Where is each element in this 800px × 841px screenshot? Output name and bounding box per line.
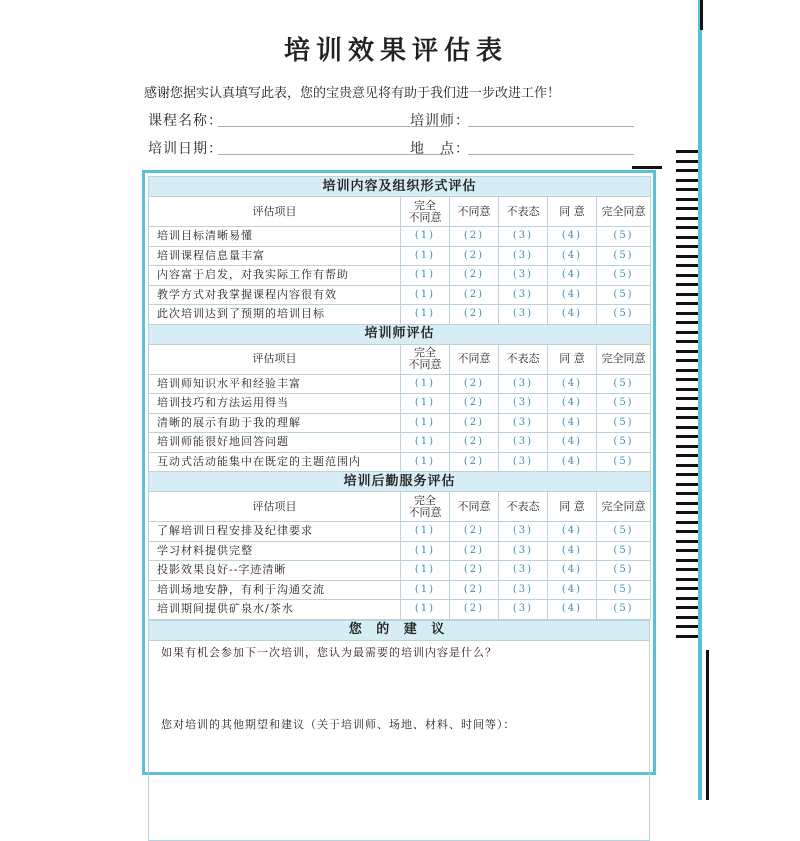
rating-option[interactable]: (5) (597, 522, 651, 542)
table-row (149, 394, 651, 414)
timing-mark (676, 559, 698, 562)
rating-option[interactable]: (3) (499, 600, 548, 620)
evaluation-item: 清晰的展示有助于我的理解 (149, 413, 401, 433)
timing-bar (706, 650, 709, 800)
rating-option[interactable]: (2) (450, 374, 499, 394)
timing-mark (676, 454, 698, 457)
column-header-agree: 同 意 (548, 197, 597, 227)
column-header-strongly-agree: 完全同意 (597, 197, 651, 227)
rating-option[interactable]: (2) (450, 433, 499, 453)
table-row (149, 374, 651, 394)
section-title: 培训师评估 (149, 324, 651, 344)
evaluation-item: 学习材料提供完整 (149, 541, 401, 561)
timing-mark (676, 606, 698, 609)
column-header-item: 评估项目 (149, 344, 401, 374)
timing-mark (676, 549, 698, 552)
table-row (149, 413, 651, 433)
timing-mark (676, 198, 698, 201)
rating-option[interactable]: (4) (548, 266, 597, 286)
rating-option[interactable]: (5) (597, 541, 651, 561)
timing-mark (676, 236, 698, 239)
rating-option[interactable]: (3) (499, 266, 548, 286)
rating-option[interactable]: (5) (597, 227, 651, 247)
rating-option[interactable]: (2) (450, 561, 499, 581)
trainer-field[interactable] (410, 110, 470, 130)
evaluation-table (148, 176, 651, 620)
column-header-strongly-disagree (401, 197, 450, 227)
table-row (149, 246, 651, 266)
evaluation-item: 了解培训日程安排及纪律要求 (149, 522, 401, 542)
timing-mark (676, 312, 698, 315)
timing-mark (676, 321, 698, 324)
timing-mark (676, 435, 698, 438)
column-header-row (149, 344, 651, 374)
rating-option[interactable]: (4) (548, 452, 597, 472)
timing-mark (676, 179, 698, 182)
rating-option[interactable]: (5) (597, 561, 651, 581)
column-header-row (149, 492, 651, 522)
rating-option[interactable]: (4) (548, 522, 597, 542)
table-row (149, 452, 651, 472)
evaluation-item: 培训课程信息量丰富 (149, 246, 401, 266)
rating-option[interactable]: (5) (597, 285, 651, 305)
timing-mark (676, 426, 698, 429)
rating-option[interactable]: (1) (401, 433, 450, 453)
suggestions-table (148, 620, 650, 841)
rating-option[interactable]: (4) (548, 580, 597, 600)
rating-option[interactable]: (2) (450, 285, 499, 305)
timing-mark (676, 416, 698, 419)
rating-option[interactable]: (1) (401, 413, 450, 433)
rating-option[interactable]: (3) (499, 413, 548, 433)
timing-mark (676, 578, 698, 581)
timing-mark (676, 331, 698, 334)
rating-option[interactable]: (3) (499, 394, 548, 414)
column-header-item: 评估项目 (149, 197, 401, 227)
header-line: 不同意 (408, 505, 442, 519)
column-header-strongly-agree: 完全同意 (597, 344, 651, 374)
header-line: 完全 (414, 346, 436, 359)
timing-mark (676, 635, 698, 638)
rating-option[interactable]: (4) (548, 285, 597, 305)
table-row (149, 305, 651, 325)
suggestion-question-1: 如果有机会参加下一次培训，您认为最需要的培训内容是什么？ (161, 645, 497, 659)
timing-mark (676, 302, 698, 305)
rating-option[interactable]: (4) (548, 374, 597, 394)
rating-option[interactable]: (3) (499, 541, 548, 561)
rating-option[interactable]: (5) (597, 600, 651, 620)
timing-mark (676, 340, 698, 343)
location-field[interactable] (410, 138, 470, 158)
column-header-row (149, 197, 651, 227)
timing-mark (676, 255, 698, 258)
rating-option[interactable]: (2) (450, 413, 499, 433)
rating-option[interactable]: (3) (499, 285, 548, 305)
column-header-neutral: 不表态 (499, 197, 548, 227)
timing-mark (676, 625, 698, 628)
timing-mark (676, 568, 698, 571)
rating-option[interactable]: (3) (499, 433, 548, 453)
rating-option[interactable]: (2) (450, 305, 499, 325)
column-header-item: 评估项目 (149, 492, 401, 522)
rating-option[interactable]: (2) (450, 266, 499, 286)
rating-option[interactable]: (4) (548, 561, 597, 581)
rating-option[interactable]: (1) (401, 374, 450, 394)
location-label: 地 点： (410, 141, 470, 157)
table-row (149, 433, 651, 453)
rating-option[interactable]: (3) (499, 522, 548, 542)
timing-mark (676, 464, 698, 467)
suggestions-area[interactable] (149, 640, 650, 840)
timing-mark (676, 188, 698, 191)
rating-option[interactable]: (4) (548, 413, 597, 433)
rating-option[interactable]: (5) (597, 413, 651, 433)
timing-mark (676, 521, 698, 524)
timing-mark (676, 150, 698, 153)
evaluation-item: 培训技巧和方法运用得当 (149, 394, 401, 414)
rating-option[interactable]: (4) (548, 433, 597, 453)
rating-option[interactable]: (4) (548, 305, 597, 325)
table-row (149, 522, 651, 542)
rating-option[interactable]: (5) (597, 394, 651, 414)
page-title: 培训效果评估表 (283, 36, 508, 66)
table-row (149, 227, 651, 247)
table-row (149, 561, 651, 581)
column-header-disagree: 不同意 (450, 197, 499, 227)
timing-mark (676, 397, 698, 400)
rating-option[interactable]: (1) (401, 394, 450, 414)
rating-option[interactable]: (3) (499, 580, 548, 600)
timing-mark (676, 359, 698, 362)
rating-option[interactable]: (2) (450, 246, 499, 266)
column-header-agree: 同 意 (548, 492, 597, 522)
rating-option[interactable]: (5) (597, 266, 651, 286)
timing-mark (676, 350, 698, 353)
timing-mark (676, 530, 698, 533)
header-line: 完全 (414, 198, 436, 212)
column-header-neutral: 不表态 (499, 344, 548, 374)
timing-mark (676, 217, 698, 220)
course-name-label: 课程名称： (148, 113, 223, 129)
table-row (149, 600, 651, 620)
table-row (149, 266, 651, 286)
timing-mark (676, 293, 698, 296)
timing-mark (676, 226, 698, 229)
timing-mark (676, 483, 698, 486)
rating-option[interactable]: (5) (597, 433, 651, 453)
course-name-field[interactable] (148, 110, 223, 130)
timing-mark (676, 388, 698, 391)
timing-mark (676, 160, 698, 163)
rating-option[interactable]: (5) (597, 374, 651, 394)
rating-option[interactable]: (1) (401, 561, 450, 581)
table-row (149, 285, 651, 305)
page-edge-strip (698, 0, 702, 800)
header-line: 完全 (414, 493, 436, 507)
timing-mark (676, 369, 698, 372)
header-line: 不同意 (408, 210, 442, 224)
rating-option[interactable]: (4) (548, 394, 597, 414)
rating-option[interactable]: (5) (597, 305, 651, 325)
rating-option[interactable]: (1) (401, 600, 450, 620)
rating-option[interactable]: (3) (499, 305, 548, 325)
section-title: 培训内容及组织形式评估 (149, 177, 651, 197)
timing-mark (676, 616, 698, 619)
timing-bar (700, 0, 703, 30)
timing-mark (676, 245, 698, 248)
timing-mark (676, 274, 698, 277)
rating-option[interactable]: (2) (450, 541, 499, 561)
rating-option[interactable]: (4) (548, 600, 597, 620)
table-row (149, 541, 651, 561)
timing-mark (676, 473, 698, 476)
timing-mark (676, 587, 698, 590)
rating-option[interactable]: (3) (499, 561, 548, 581)
rating-option[interactable]: (2) (450, 580, 499, 600)
rating-option[interactable]: (1) (401, 522, 450, 542)
rating-option[interactable]: (3) (499, 374, 548, 394)
column-header-strongly-disagree (401, 492, 450, 522)
evaluation-form (142, 170, 656, 775)
evaluation-item: 培训目标清晰易懂 (149, 227, 401, 247)
column-header-strongly-agree: 完全同意 (597, 492, 651, 522)
timing-mark (676, 445, 698, 448)
timing-mark (676, 540, 698, 543)
rating-option[interactable]: (1) (401, 305, 450, 325)
date-field[interactable] (148, 138, 223, 158)
rating-option[interactable]: (4) (548, 227, 597, 247)
rating-option[interactable]: (2) (450, 227, 499, 247)
evaluation-item: 教学方式对我掌握课程内容很有效 (149, 285, 401, 305)
rating-option[interactable]: (1) (401, 541, 450, 561)
suggestion-question-2: 您对培训的其他期望和建议（关于培训师、场地、材料、时间等）： (161, 717, 516, 731)
column-header-disagree: 不同意 (450, 492, 499, 522)
evaluation-item: 投影效果良好--字迹清晰 (149, 561, 401, 581)
suggestions-title: 您 的 建 议 (149, 620, 650, 640)
column-header-neutral: 不表态 (499, 492, 548, 522)
evaluation-item: 培训师能很好地回答问题 (149, 433, 401, 453)
rating-option[interactable]: (2) (450, 522, 499, 542)
timing-mark (676, 283, 698, 286)
timing-mark (676, 207, 698, 210)
timing-mark (676, 502, 698, 505)
rating-option[interactable]: (3) (499, 452, 548, 472)
timing-bar (632, 166, 662, 169)
rating-option[interactable]: (2) (450, 600, 499, 620)
section-title: 培训后勤服务评估 (149, 472, 651, 492)
rating-option[interactable]: (5) (597, 580, 651, 600)
timing-mark (676, 407, 698, 410)
date-label: 培训日期： (148, 141, 223, 157)
evaluation-item: 内容富于启发，对我实际工作有帮助 (149, 266, 401, 286)
rating-option[interactable]: (5) (597, 246, 651, 266)
evaluation-item: 此次培训达到了预期的培训目标 (149, 305, 401, 325)
column-header-agree: 同 意 (548, 344, 597, 374)
column-header-strongly-disagree (401, 344, 450, 374)
evaluation-item: 培训期间提供矿泉水/茶水 (149, 600, 401, 620)
column-header-disagree: 不同意 (450, 344, 499, 374)
timing-mark (676, 264, 698, 267)
timing-mark (676, 169, 698, 172)
rating-option[interactable]: (2) (450, 452, 499, 472)
rating-option[interactable]: (1) (401, 246, 450, 266)
header-line: 不同意 (408, 358, 442, 371)
rating-option[interactable]: (1) (401, 285, 450, 305)
timing-mark (676, 378, 698, 381)
intro-text: 感谢您据实认真填写此表，您的宝贵意见将有助于我们进一步改进工作！ (144, 86, 561, 101)
timing-mark (676, 597, 698, 600)
rating-option[interactable]: (1) (401, 580, 450, 600)
rating-option[interactable]: (5) (597, 452, 651, 472)
rating-option[interactable]: (1) (401, 266, 450, 286)
timing-mark (676, 511, 698, 514)
evaluation-item: 互动式活动能集中在既定的主题范围内 (149, 452, 401, 472)
rating-option[interactable]: (4) (548, 246, 597, 266)
trainer-label: 培训师： (410, 113, 470, 129)
rating-option[interactable]: (2) (450, 394, 499, 414)
rating-option[interactable]: (3) (499, 227, 548, 247)
evaluation-item: 培训场地安静，有利于沟通交流 (149, 580, 401, 600)
rating-option[interactable]: (1) (401, 227, 450, 247)
timing-mark (676, 492, 698, 495)
table-row (149, 580, 651, 600)
evaluation-item: 培训师知识水平和经验丰富 (149, 374, 401, 394)
rating-option[interactable]: (3) (499, 246, 548, 266)
rating-option[interactable]: (4) (548, 541, 597, 561)
rating-option[interactable]: (1) (401, 452, 450, 472)
